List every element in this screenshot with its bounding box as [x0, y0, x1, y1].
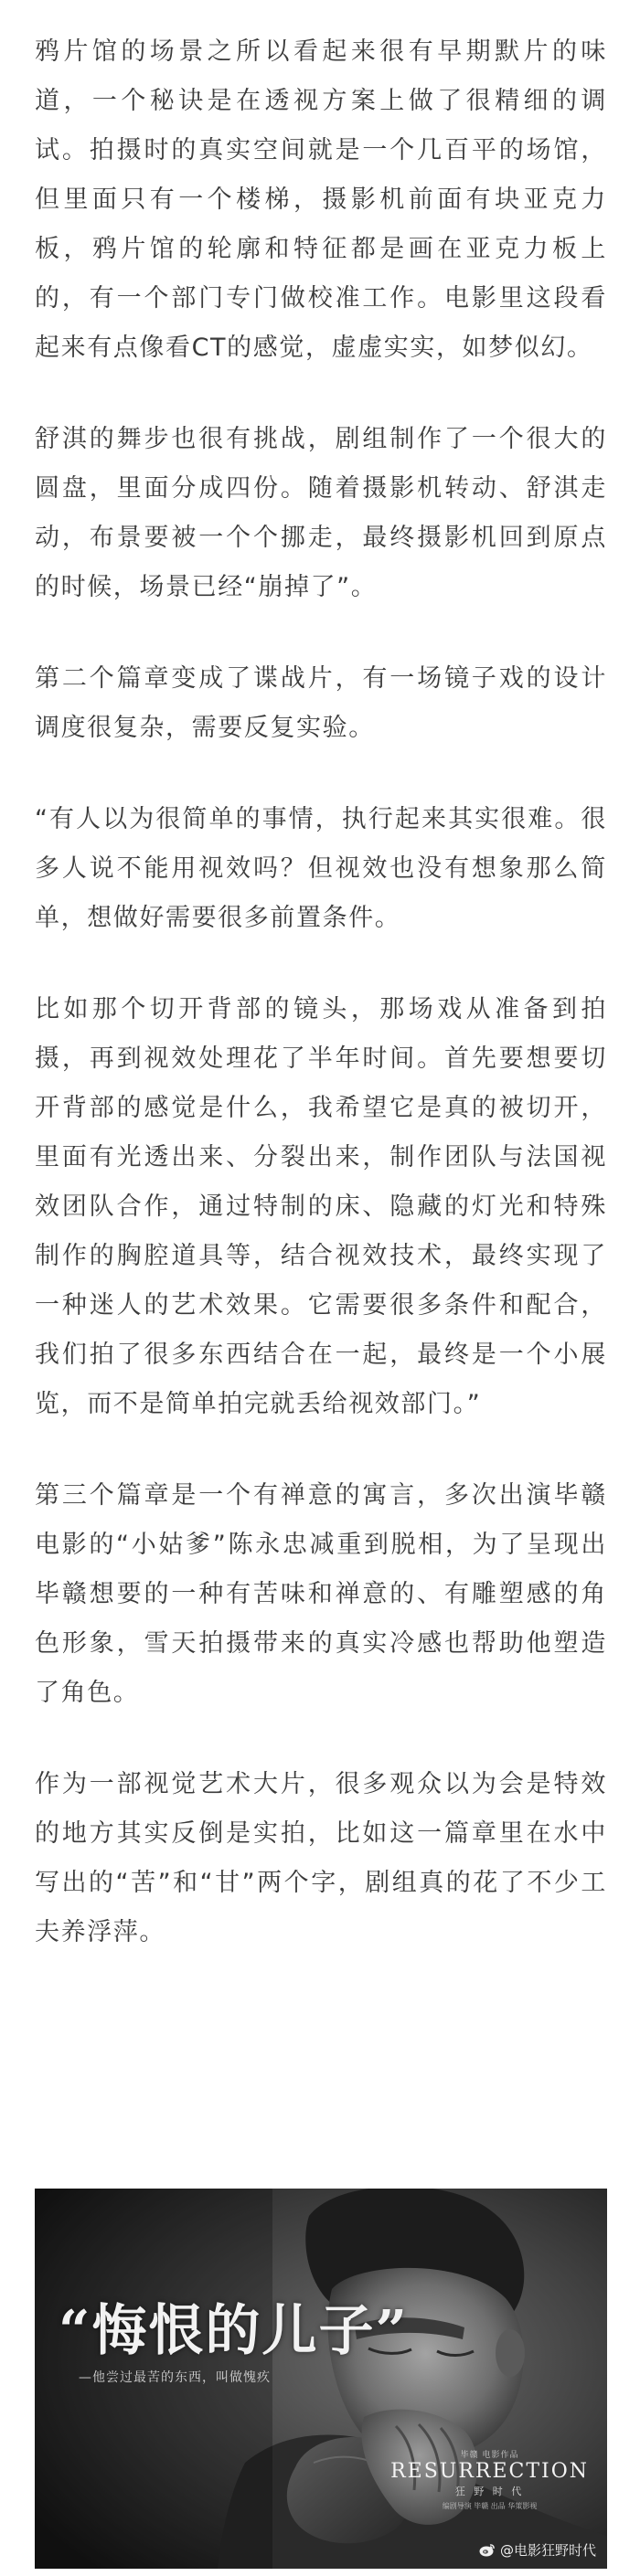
article-paragraph: 第三个篇章是一个有禅意的寓言，多次出演毕赣电影的“小姑爹”陈永忠减重到脱相，为了呈现出毕赣想要的一种有苦味和禅意的、有雕塑感的角色形象，雪天拍摄带来的真实冷感也帮助他塑造了角色。 — [35, 1481, 607, 1707]
film-still-image[interactable] — [35, 2189, 607, 2569]
article-paragraph: 比如那个切开背部的镜头，那场戏从准备到拍摄，再到视效处理花了半年时间。首先要想要切开背部的感觉是什么，我希望它是真的被切开，里面有光透出来、分裂出来，制作团队与法国视效团队合作，通过特制的床、隐藏的灯光和特殊制作的胸腔道具等，结合视效技术，最终实现了一种迷人的艺术效果。它需要很多条件和配合，我们拍了很多东西结合在一起，最终是一个小展览，而不是简单拍完就丢给视效部门。” — [35, 995, 607, 1418]
article-paragraph: 作为一部视觉艺术大片，很多观众以为会是特效的地方其实反倒是实拍，比如这一篇章里在水中写出的“苦”和“甘”两个字，剧组真的花了不少工夫养浮萍。 — [35, 1770, 607, 1946]
film-logo — [390, 2448, 589, 2511]
film-logo-title: RESURRECTION — [390, 2460, 589, 2483]
watermark-text: @电影狂野时代 — [499, 2542, 596, 2559]
article-body — [35, 27, 607, 1999]
weibo-icon — [479, 2543, 496, 2557]
film-logo-subtitle: 狂 野 时 代 — [454, 2486, 525, 2497]
weibo-watermark — [479, 2540, 596, 2560]
still-title-text: “悔恨的儿子” — [59, 2299, 410, 2363]
article-paragraph: 第二个篇章变成了谍战片，有一场镜子戏的设计调度很复杂，需要反复实验。 — [35, 664, 607, 742]
still-subtitle-text: —他尝过最苦的东西，叫做愧疚 — [79, 2370, 271, 2385]
film-logo-top: 毕赣 电影作品 — [460, 2451, 519, 2460]
article-paragraph: “有人以为很简单的事情，执行起来其实很难。很多人说不能用视效吗？但视效也没有想象那么简单，想做好需要很多前置条件。 — [35, 805, 607, 932]
article-paragraph: 鸦片馆的场景之所以看起来很有早期默片的味道，一个秘诀是在透视方案上做了很精细的调试。拍摄时的真实空间就是一个几百平的场馆，但里面只有一个楼梯，摄影机前面有块亚克力板，鸦片馆的轮廓和特征都是画在亚克力板上的，有一个部门专门做校准工作。电影里这段看起来有点像看CT的感觉，虚虚实实，如梦似幻。 — [35, 37, 607, 362]
film-logo-credit: 编剧导演 毕赣 出品 华策影视 — [442, 2502, 538, 2510]
article-paragraph: 舒淇的舞步也很有挑战，剧组制作了一个很大的圆盘，里面分成四份。随着摄影机转动、舒淇走动，布景要被一个个挪走，最终摄影机回到原点的时候，场景已经“崩掉了”。 — [35, 425, 607, 601]
